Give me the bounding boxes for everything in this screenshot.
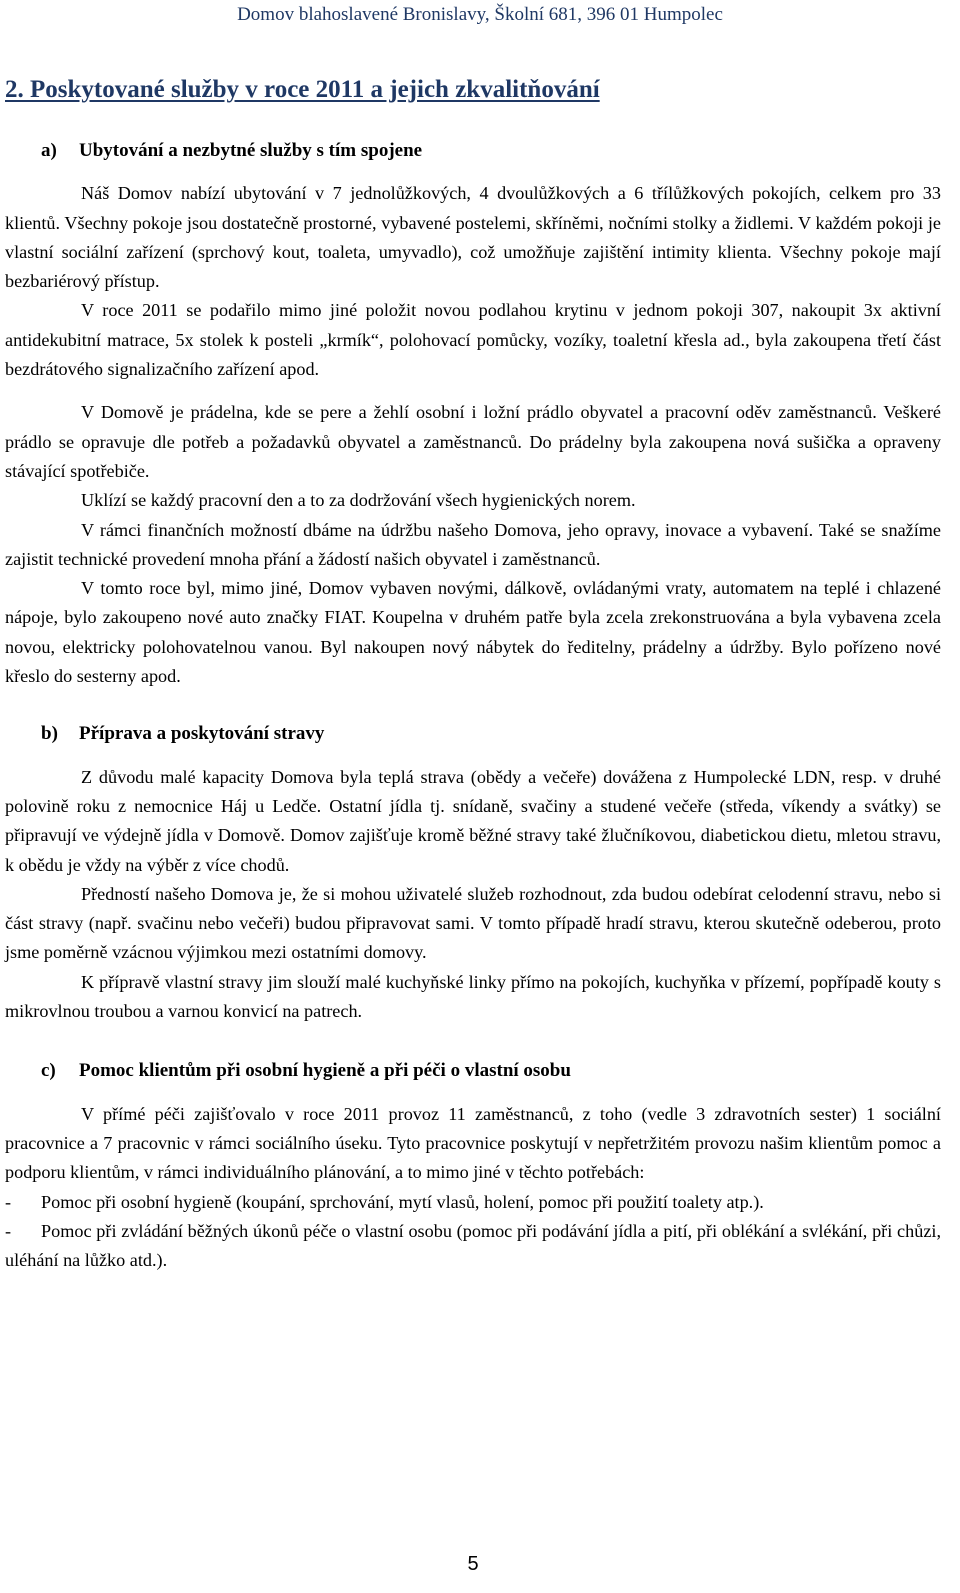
- list-item-text: Pomoc při zvládání běžných úkonů péče o vlastní osobu (pomoc při podávání jídla a pití, při oblékání a svlékání, při chůzi, uléhání na lůžko atd.).: [5, 1220, 941, 1271]
- paragraph: V přímé péči zajišťovalo v roce 2011 provoz 11 zaměstnanců, z toho (vedle 3 zdravotních sester) 1 sociální pracovnice a 7 pracovnic v rámci sociálního úseku. Tyto pracovnice poskytují v nepřetržitém provozu našim klientům pomoc a podporu klientům, v rámci individuálního plánování, a to mimo jiné v těchto potřebách:: [5, 1103, 941, 1183]
- bullet-marker: -: [5, 1191, 12, 1212]
- section-b-title: Příprava a poskytování stravy: [79, 723, 325, 745]
- list-item: [5, 1188, 941, 1217]
- paragraph: Z důvodu malé kapacity Domova byla teplá strava (obědy a večeře) dovážena z Humpolecké LDN, resp. v druhé polovině roku z nemocnice Háj u Ledče. Ostatní jídla tj. snídaně, svačiny a studené večeře (středa, víkendy a svátky) se připravují ve výdejně jídla v Domově. Domov zajišťuje kromě běžné stravy také žlučníkovou, diabetickou dietu, mletou stravu, k obědu je vždy na výběr z více chodů.: [5, 766, 941, 875]
- paragraph: Předností našeho Domova je, že si mohou uživatelé služeb rozhodnout, zda budou odebírat celodenní stravu, nebo si část stravy (např. svačinu nebo večeři) budou připravovat sami. V tomto případě hradí stravu, kterou skutečně odeberou, proto jsme poměrně vzácnou výjimkou mezi ostatními domovy.: [5, 883, 941, 963]
- section-a-title: Ubytování a nezbytné služby s tím spojene: [79, 140, 423, 161]
- paragraph: K přípravě vlastní stravy jim slouží malé kuchyňské linky přímo na pokojích, kuchyňka v přízemí, popřípadě kouty s mikrovlnou troubou a varnou konvicí na patrech.: [5, 971, 941, 1022]
- section-b-heading: [5, 719, 941, 748]
- list-item: [5, 1217, 941, 1276]
- section-c-letter: c): [41, 1060, 56, 1082]
- document-body: [5, 136, 941, 1275]
- section-a-letter: a): [41, 140, 57, 161]
- list-item-text: Pomoc při osobní hygieně (koupání, sprchování, mytí vlasů, holení, pomoc při použití toalety atp.).: [41, 1191, 764, 1212]
- section-c-title: Pomoc klientům při osobní hygieně a při péči o vlastní osobu: [79, 1060, 571, 1082]
- paragraph: Náš Domov nabízí ubytování v 7 jednolůžkových, 4 dvoulůžkových a 6 třílůžkových pokojích, celkem pro 33 klientů. Všechny pokoje jsou dostatečně prostorné, vybavené postelemi, skříněmi, nočními stolky a židlemi. V každém pokoji je vlastní sociální zařízení (sprchový kout, toaleta, umyvadlo), což umožňuje zajištění intimity klienta. Všechny pokoje mají bezbariérový přístup.: [5, 183, 941, 292]
- paragraph: Uklízí se každý pracovní den a to za dodržování všech hygienických norem.: [81, 490, 636, 511]
- section-c-heading: [5, 1056, 941, 1085]
- paragraph: V roce 2011 se podařilo mimo jiné položit novou podlahou krytinu v jednom pokoji 307, nakoupit 3x aktivní antidekubitní matrace, 5x stolek k posteli „krmík“, polohovací pomůcky, vozíky, toaletní křesla ad., byla zakoupena třetí část bezdrátového signalizačního zařízení apod.: [5, 300, 941, 380]
- paragraph: V Domově je prádelna, kde se pere a žehlí osobní i ložní prádlo obyvatel a pracovní oděv zaměstnanců. Veškeré prádlo se opravuje dle potřeb a požadavků obyvatel a zaměstnanců. Do prádelny byla zakoupena nová sušička a opraveny stávající spotřebiče.: [5, 402, 941, 481]
- section-b-letter: b): [41, 723, 58, 745]
- section-a-heading: [5, 136, 941, 165]
- paragraph: V tomto roce byl, mimo jiné, Domov vybaven novými, dálkově, ovládanými vraty, automatem na teplé i chlazené nápoje, bylo zakoupeno nové auto značky FIAT. Koupelna v druhém patře byla zcela zrekonstruována a byla vybavena zcela novou, elektricky polohovatelnou vanou. Byl nakoupen nový nábytek do ředitelny, prádelny a údržby. Bylo pořízeno nové křeslo do sesterny apod.: [5, 578, 941, 687]
- page-header: Domov blahoslavené Bronislavy, Školní 681, 396 01 Humpolec: [237, 4, 723, 25]
- page-number: 5: [467, 1553, 479, 1575]
- paragraph: V rámci finančních možností dbáme na údržbu našeho Domova, jeho opravy, inovace a vybavení. Také se snažíme zajistit technické provedení mnoha přání a žádostí našich obyvatel i zaměstnanců.: [5, 519, 941, 569]
- bullet-marker: -: [5, 1220, 12, 1241]
- chapter-title: 2. Poskytované služby v roce 2011 a jejich zkvalitňování: [5, 76, 600, 103]
